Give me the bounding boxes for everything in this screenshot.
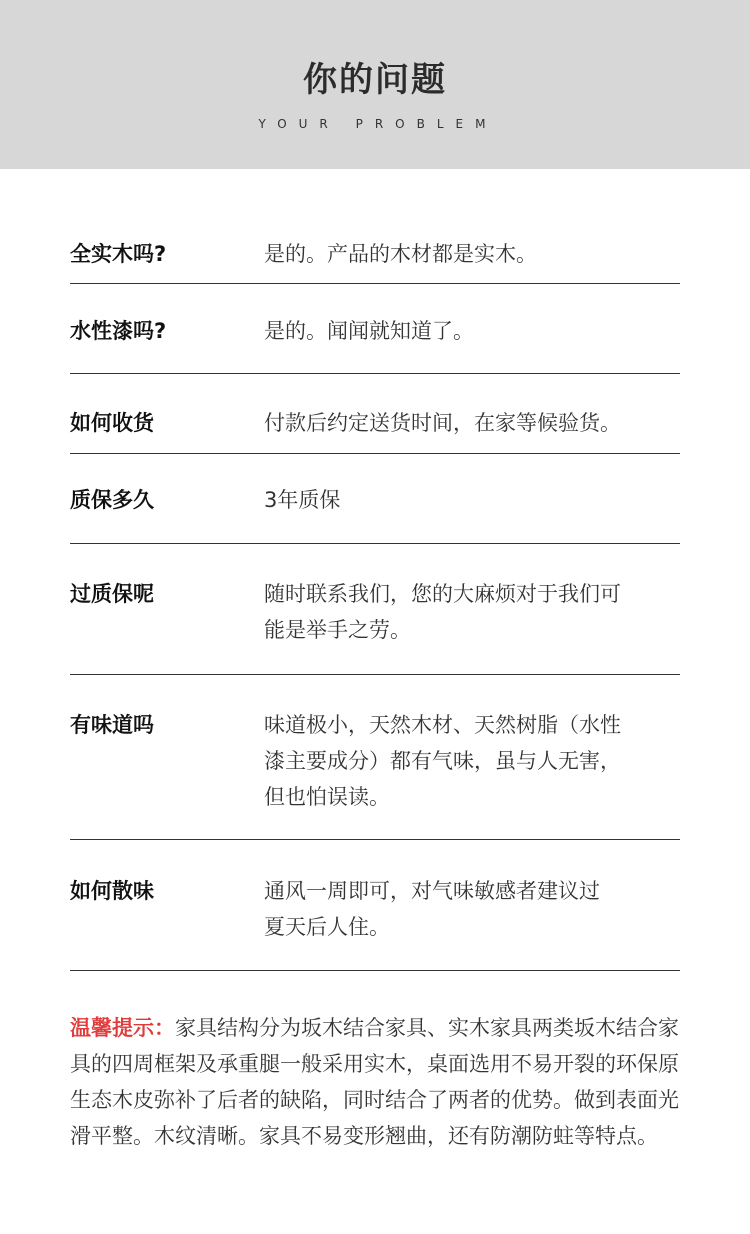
faq-answer: 味道极小，天然木材、天然树脂（水性 漆主要成分）都有气味，虽与人无害， 但也怕误读。 xyxy=(264,713,621,809)
faq-question: 质保多久 xyxy=(70,488,154,512)
warm-tip-paragraph xyxy=(70,1010,680,1154)
faq-answer: 是的。闻闻就知道了。 xyxy=(264,319,474,343)
faq-question: 有味道吗 xyxy=(70,713,154,737)
page-subtitle: YOUR PROBLEM xyxy=(258,117,498,131)
faq-question: 全实木吗? xyxy=(70,242,167,266)
faq-question: 如何散味 xyxy=(70,879,154,903)
page-title: 你的问题 xyxy=(303,60,447,100)
faq-question: 过质保呢 xyxy=(70,582,154,606)
faq-divider xyxy=(70,674,680,675)
faq-question: 水性漆吗? xyxy=(70,319,167,343)
faq-answer: 是的。产品的木材都是实木。 xyxy=(264,242,537,266)
faq-divider xyxy=(70,839,680,840)
faq-question: 如何收货 xyxy=(70,411,154,435)
warm-tip-label: 温馨提示： xyxy=(70,1016,175,1040)
faq-answer: 付款后约定送货时间，在家等候验货。 xyxy=(264,411,621,435)
faq-answer: 通风一周即可，对气味敏感者建议过 夏天后人住。 xyxy=(264,879,600,939)
faq-divider xyxy=(70,453,680,454)
faq-divider xyxy=(70,283,680,284)
faq-row-airing xyxy=(70,873,680,953)
faq-row-water-paint xyxy=(70,313,680,359)
faq-header-banner xyxy=(0,0,750,169)
faq-row-after-warranty xyxy=(70,576,680,656)
faq-row-solid-wood xyxy=(70,236,680,282)
faq-row-odor xyxy=(70,707,680,823)
faq-row-warranty xyxy=(70,482,680,528)
warm-tip-text: 家具结构分为坂木结合家具、实木家具两类坂木结合家具的四周框架及承重腿一般采用实木，桌面选用不易开裂的环保原生态木皮弥补了后者的缺陷，同时结合了两者的优势。做到表面光滑平整。木纹清晰。家具不易变形翘曲，还有防潮防蛀等特点。 xyxy=(70,1016,679,1148)
faq-divider xyxy=(70,373,680,374)
faq-answer: 3年质保 xyxy=(264,488,341,512)
faq-divider xyxy=(70,970,680,971)
faq-row-delivery xyxy=(70,405,680,451)
faq-answer: 随时联系我们，您的大麻烦对于我们可 能是举手之劳。 xyxy=(264,582,621,642)
faq-divider xyxy=(70,543,680,544)
